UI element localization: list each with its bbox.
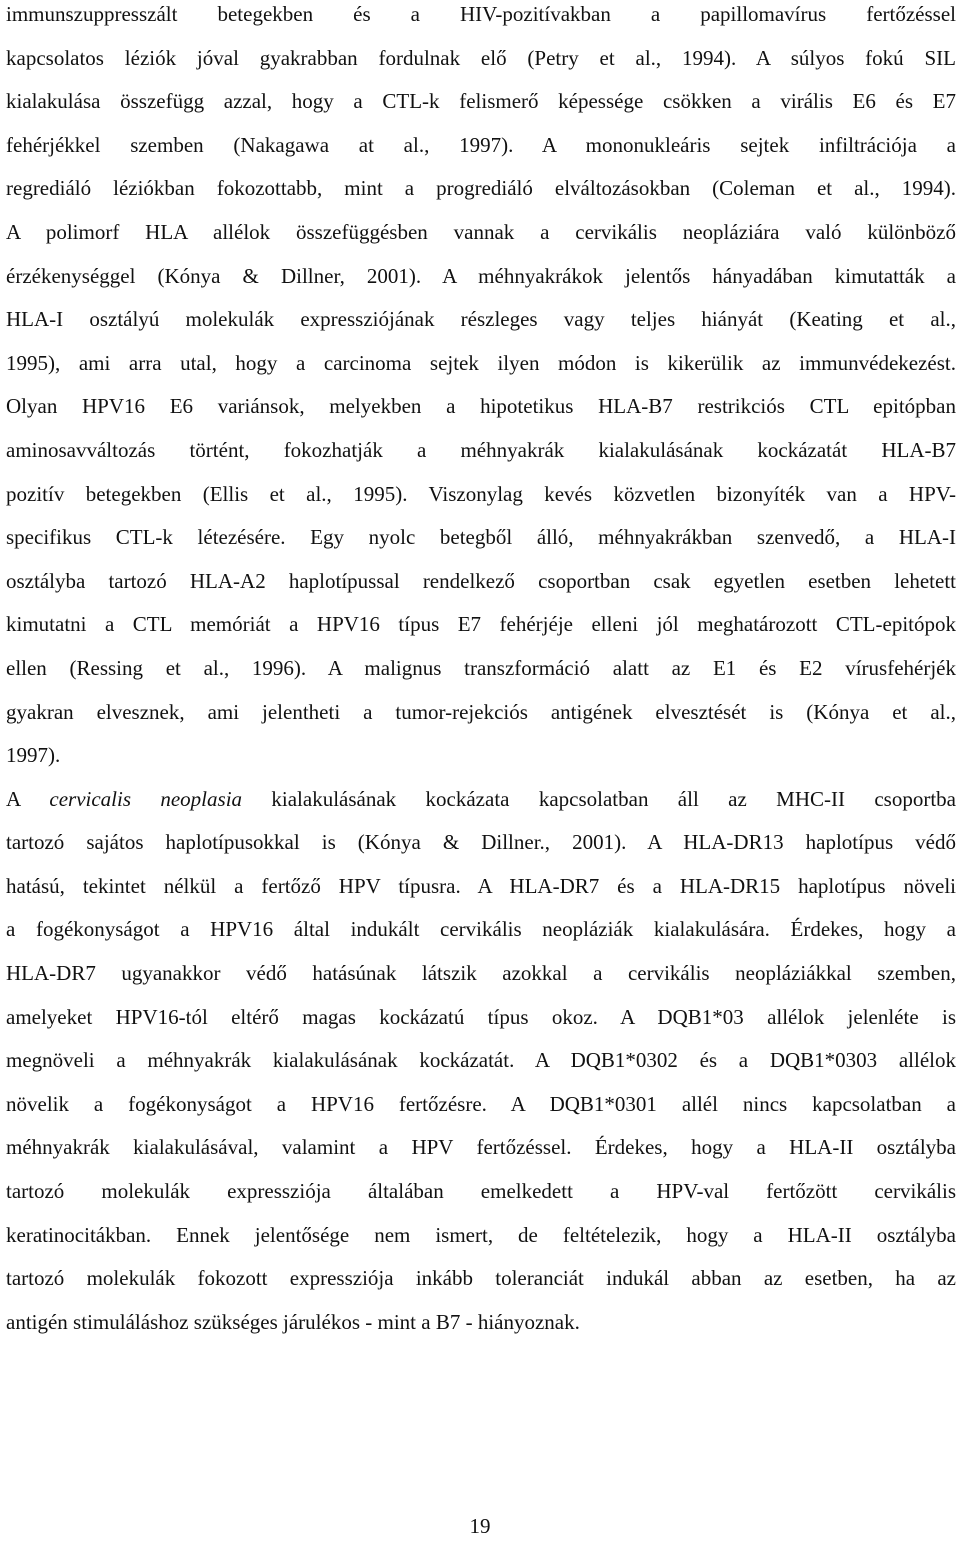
text-line: regrediáló léziókban fokozottabb, mint a progrediáló elváltozásokban (Coleman et al., 1994). bbox=[6, 176, 956, 201]
text-line: osztályba tartozó HLA-A2 haplotípussal rendelkező csoportban csak egyetlen esetben lehetett bbox=[6, 568, 956, 593]
text-line: a fogékonyságot a HPV16 által indukált cervikális neopláziák kialakulására. Érdekes, hogy a bbox=[6, 917, 956, 942]
page-body bbox=[6, 0, 956, 1344]
text-line: Olyan HPV16 E6 variánsok, melyekben a hipotetikus HLA-B7 restrikciós CTL epitópban bbox=[6, 394, 956, 419]
text-line-last: antigén stimuláláshoz szükséges járulékos - mint a B7 - hiányoznak. bbox=[6, 1309, 580, 1334]
italic-term: cervicalis neoplasia bbox=[49, 786, 243, 811]
text-line: érzékenységgel (Kónya & Dillner, 2001). A méhnyakrákok jelentős hányadában kimutatták a bbox=[6, 263, 956, 288]
text-line: tartozó molekulák expressziója általában emelkedett a HPV-val fertőzött cervikális bbox=[6, 1179, 956, 1204]
text-line: tartozó sajátos haplotípusokkal is (Kónya & Dillner., 2001). A HLA-DR13 haplotípus védő bbox=[6, 830, 956, 855]
text-line: kialakulása összefügg azzal, hogy a CTL-k felismerő képessége csökken a virális E6 és E7 bbox=[6, 89, 956, 114]
text-line: tartozó molekulák fokozott expressziója inkább toleranciát indukál abban az esetben, ha az bbox=[6, 1266, 956, 1291]
text-line: A polimorf HLA allélok összefüggésben vannak a cervikális neopláziára való különböző bbox=[6, 219, 956, 244]
text-line: ellen (Ressing et al., 1996). A malignus transzformáció alatt az E1 és E2 vírusfehérjék bbox=[6, 655, 956, 680]
text-line: gyakran elvesznek, ami jelentheti a tumor-rejekciós antigének elvesztését is (Kónya et al., bbox=[6, 699, 956, 724]
text-line: amelyeket HPV16-tól eltérő magas kockázatú típus okoz. A DQB1*03 allélok jelenléte is bbox=[6, 1004, 956, 1029]
paragraph-2 bbox=[6, 778, 956, 1345]
text-line: HLA-I osztályú molekulák expressziójának részleges vagy teljes hiányát (Keating et al., bbox=[6, 307, 956, 332]
text-line-last: 1997). bbox=[6, 743, 61, 768]
text-line: specifikus CTL-k létezésére. Egy nyolc betegből álló, méhnyakrákban szenvedő, a HLA-I bbox=[6, 525, 956, 550]
text-line: 1995), ami arra utal, hogy a carcinoma sejtek ilyen módon is kikerülik az immunvédekezést. bbox=[6, 350, 956, 375]
text-line: HLA-DR7 ugyanakkor védő hatásúnak látszik azokkal a cervikális neopláziákkal szemben, bbox=[6, 961, 956, 986]
text-line: immunszuppresszált betegekben és a HIV-pozitívakban a papillomavírus fertőzéssel bbox=[6, 2, 956, 26]
text-line: keratinocitákban. Ennek jelentősége nem ismert, de feltételezik, hogy a HLA-II osztályba bbox=[6, 1222, 956, 1247]
text-line: aminosavváltozás történt, fokozhatják a méhnyakrák kialakulásának kockázatát HLA-B7 bbox=[6, 437, 956, 462]
text-segment: A bbox=[6, 786, 21, 811]
text-line: kimutatni a CTL memóriát a HPV16 típus E7 fehérjéje elleni jól meghatározott CTL-epitópok bbox=[6, 612, 956, 637]
text-line: fehérjékkel szemben (Nakagawa at al., 1997). A mononukleáris sejtek infiltrációja a bbox=[6, 132, 956, 157]
text-line: kapcsolatos léziók jóval gyakrabban fordulnak elő (Petry et al., 1994). A súlyos fokú SIL bbox=[6, 45, 956, 70]
text-segment: kialakulásának kockázata kapcsolatban áll az MHC-II csoportba bbox=[271, 786, 956, 811]
text-line: pozitív betegekben (Ellis et al., 1995). Viszonylag kevés közvetlen bizonyíték van a HPV- bbox=[6, 481, 956, 506]
paragraph-1 bbox=[6, 0, 956, 778]
text-line: megnöveli a méhnyakrák kialakulásának kockázatát. A DQB1*0302 és a DQB1*0303 allélok bbox=[6, 1048, 956, 1073]
text-line: növelik a fogékonyságot a HPV16 fertőzésre. A DQB1*0301 allél nincs kapcsolatban a bbox=[6, 1091, 956, 1116]
page-number: 19 bbox=[469, 1514, 491, 1538]
text-line: méhnyakrák kialakulásával, valamint a HPV fertőzéssel. Érdekes, hogy a HLA-II osztályba bbox=[6, 1135, 956, 1160]
text-line-with-italic bbox=[6, 778, 956, 822]
text-line: hatású, tekintet nélkül a fertőző HPV típusra. A HLA-DR7 és a HLA-DR15 haplotípus növeli bbox=[6, 873, 956, 898]
